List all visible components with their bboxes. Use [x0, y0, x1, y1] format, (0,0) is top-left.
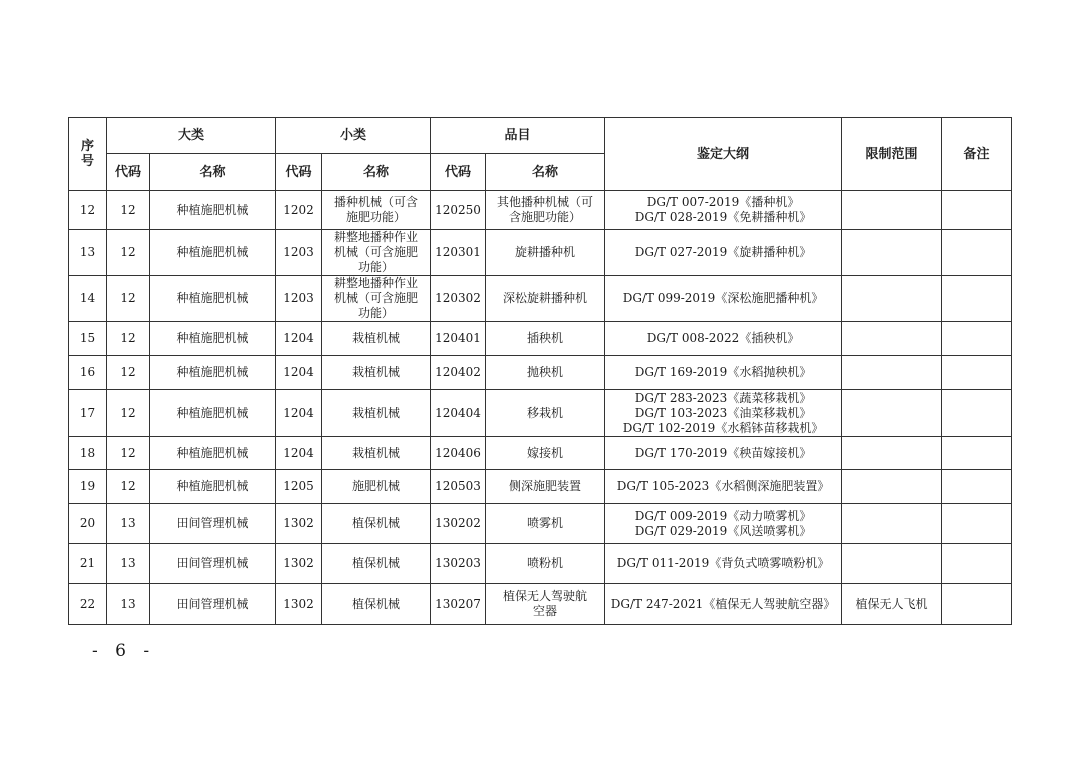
seq-cell: 20 [69, 504, 107, 544]
remark-cell [942, 356, 1012, 390]
seq-cell: 15 [69, 322, 107, 356]
table-row [69, 544, 1012, 584]
small-code-cell: 1204 [276, 356, 322, 390]
big-category-header: 大类 [107, 118, 276, 154]
item-name-cell: 喷雾机 [486, 504, 605, 544]
seq-cell: 18 [69, 437, 107, 470]
limit-cell: 植保无人飞机 [842, 584, 942, 625]
equipment-table [68, 117, 1012, 625]
table-header [69, 118, 1012, 191]
item-code-cell: 120404 [431, 390, 486, 437]
small-name-cell: 植保机械 [322, 584, 431, 625]
big-code-cell: 12 [107, 230, 150, 276]
item-code-cell: 120250 [431, 191, 486, 230]
item-name-header: 名称 [486, 154, 605, 191]
small-name-cell: 施肥机械 [322, 470, 431, 504]
big-name-cell: 田间管理机械 [150, 544, 276, 584]
outline-cell: DG/T 008-2022《插秧机》 [605, 322, 842, 356]
item-code-cell: 120301 [431, 230, 486, 276]
outline-cell: DG/T 007-2019《播种机》 DG/T 028-2019《免耕播种机》 [605, 191, 842, 230]
limit-cell [842, 437, 942, 470]
small-name-cell: 植保机械 [322, 504, 431, 544]
item-name-cell: 植保无人驾驶航 空器 [486, 584, 605, 625]
small-code-header: 代码 [276, 154, 322, 191]
outline-cell: DG/T 170-2019《秧苗嫁接机》 [605, 437, 842, 470]
big-name-cell: 种植施肥机械 [150, 322, 276, 356]
seq-cell: 14 [69, 276, 107, 322]
big-name-cell: 种植施肥机械 [150, 470, 276, 504]
item-name-cell: 嫁接机 [486, 437, 605, 470]
big-code-cell: 12 [107, 322, 150, 356]
remark-cell [942, 276, 1012, 322]
limit-cell [842, 544, 942, 584]
limit-cell [842, 191, 942, 230]
remark-cell [942, 544, 1012, 584]
seq-header: 序 号 [69, 118, 107, 191]
big-name-cell: 种植施肥机械 [150, 191, 276, 230]
small-name-header: 名称 [322, 154, 431, 191]
small-name-cell: 植保机械 [322, 544, 431, 584]
limit-cell [842, 470, 942, 504]
item-header: 品目 [431, 118, 605, 154]
big-name-cell: 种植施肥机械 [150, 437, 276, 470]
item-code-cell: 120302 [431, 276, 486, 322]
outline-cell: DG/T 011-2019《背负式喷雾喷粉机》 [605, 544, 842, 584]
limit-cell [842, 276, 942, 322]
item-name-cell: 侧深施肥装置 [486, 470, 605, 504]
remark-cell [942, 322, 1012, 356]
item-name-cell: 旋耕播种机 [486, 230, 605, 276]
item-code-header: 代码 [431, 154, 486, 191]
item-name-cell: 插秧机 [486, 322, 605, 356]
item-code-cell: 130202 [431, 504, 486, 544]
big-name-cell: 种植施肥机械 [150, 390, 276, 437]
table-row [69, 191, 1012, 230]
small-name-cell: 栽植机械 [322, 356, 431, 390]
item-name-cell: 移栽机 [486, 390, 605, 437]
small-name-cell: 播种机械（可含 施肥功能） [322, 191, 431, 230]
big-code-cell: 12 [107, 437, 150, 470]
big-code-cell: 12 [107, 356, 150, 390]
item-name-cell: 喷粉机 [486, 544, 605, 584]
small-code-cell: 1302 [276, 504, 322, 544]
item-code-cell: 120406 [431, 437, 486, 470]
big-name-cell: 种植施肥机械 [150, 230, 276, 276]
small-code-cell: 1202 [276, 191, 322, 230]
table-row [69, 356, 1012, 390]
table-row [69, 584, 1012, 625]
outline-cell: DG/T 283-2023《蔬菜移栽机》 DG/T 103-2023《油菜移栽机》 DG/T 102-2019《水稻钵苗移栽机》 [605, 390, 842, 437]
seq-cell: 19 [69, 470, 107, 504]
small-name-cell: 栽植机械 [322, 437, 431, 470]
item-code-cell: 120402 [431, 356, 486, 390]
item-code-cell: 120401 [431, 322, 486, 356]
item-name-cell: 其他播种机械（可 含施肥功能） [486, 191, 605, 230]
outline-cell: DG/T 027-2019《旋耕播种机》 [605, 230, 842, 276]
remark-cell [942, 390, 1012, 437]
table-row [69, 390, 1012, 437]
remark-cell [942, 191, 1012, 230]
item-code-cell: 130203 [431, 544, 486, 584]
table-row [69, 322, 1012, 356]
outline-cell: DG/T 105-2023《水稻侧深施肥装置》 [605, 470, 842, 504]
small-category-header: 小类 [276, 118, 431, 154]
seq-cell: 21 [69, 544, 107, 584]
outline-cell: DG/T 169-2019《水稻抛秧机》 [605, 356, 842, 390]
remark-cell [942, 437, 1012, 470]
big-name-cell: 种植施肥机械 [150, 276, 276, 322]
small-code-cell: 1203 [276, 276, 322, 322]
table-body [69, 191, 1012, 625]
table-row [69, 276, 1012, 322]
outline-cell: DG/T 099-2019《深松施肥播种机》 [605, 276, 842, 322]
outline-cell: DG/T 009-2019《动力喷雾机》 DG/T 029-2019《风送喷雾机》 [605, 504, 842, 544]
small-code-cell: 1302 [276, 544, 322, 584]
big-code-cell: 13 [107, 504, 150, 544]
small-code-cell: 1204 [276, 322, 322, 356]
limit-header: 限制范围 [842, 118, 942, 191]
small-code-cell: 1204 [276, 390, 322, 437]
table-row [69, 437, 1012, 470]
big-code-cell: 12 [107, 276, 150, 322]
small-name-cell: 栽植机械 [322, 322, 431, 356]
item-name-cell: 深松旋耕播种机 [486, 276, 605, 322]
limit-cell [842, 390, 942, 437]
big-code-cell: 12 [107, 390, 150, 437]
table-row [69, 504, 1012, 544]
small-code-cell: 1205 [276, 470, 322, 504]
big-code-cell: 12 [107, 470, 150, 504]
outline-cell: DG/T 247-2021《植保无人驾驶航空器》 [605, 584, 842, 625]
table-row [69, 230, 1012, 276]
limit-cell [842, 322, 942, 356]
seq-cell: 17 [69, 390, 107, 437]
outline-header: 鉴定大纲 [605, 118, 842, 191]
seq-cell: 13 [69, 230, 107, 276]
big-code-cell: 13 [107, 584, 150, 625]
item-name-cell: 抛秧机 [486, 356, 605, 390]
big-name-cell: 田间管理机械 [150, 584, 276, 625]
page-number: - 6 - [92, 641, 156, 661]
header-row-top [69, 118, 1012, 154]
remark-cell [942, 584, 1012, 625]
remark-cell [942, 504, 1012, 544]
big-code-cell: 13 [107, 544, 150, 584]
limit-cell [842, 230, 942, 276]
big-name-cell: 种植施肥机械 [150, 356, 276, 390]
big-name-header: 名称 [150, 154, 276, 191]
small-name-cell: 耕整地播种作业 机械（可含施肥 功能） [322, 276, 431, 322]
table-row [69, 470, 1012, 504]
small-code-cell: 1203 [276, 230, 322, 276]
seq-cell: 16 [69, 356, 107, 390]
small-name-cell: 耕整地播种作业 机械（可含施肥 功能） [322, 230, 431, 276]
remark-header: 备注 [942, 118, 1012, 191]
limit-cell [842, 356, 942, 390]
small-name-cell: 栽植机械 [322, 390, 431, 437]
big-code-header: 代码 [107, 154, 150, 191]
item-code-cell: 130207 [431, 584, 486, 625]
seq-cell: 22 [69, 584, 107, 625]
limit-cell [842, 504, 942, 544]
small-code-cell: 1302 [276, 584, 322, 625]
big-code-cell: 12 [107, 191, 150, 230]
big-name-cell: 田间管理机械 [150, 504, 276, 544]
remark-cell [942, 470, 1012, 504]
small-code-cell: 1204 [276, 437, 322, 470]
item-code-cell: 120503 [431, 470, 486, 504]
seq-cell: 12 [69, 191, 107, 230]
remark-cell [942, 230, 1012, 276]
